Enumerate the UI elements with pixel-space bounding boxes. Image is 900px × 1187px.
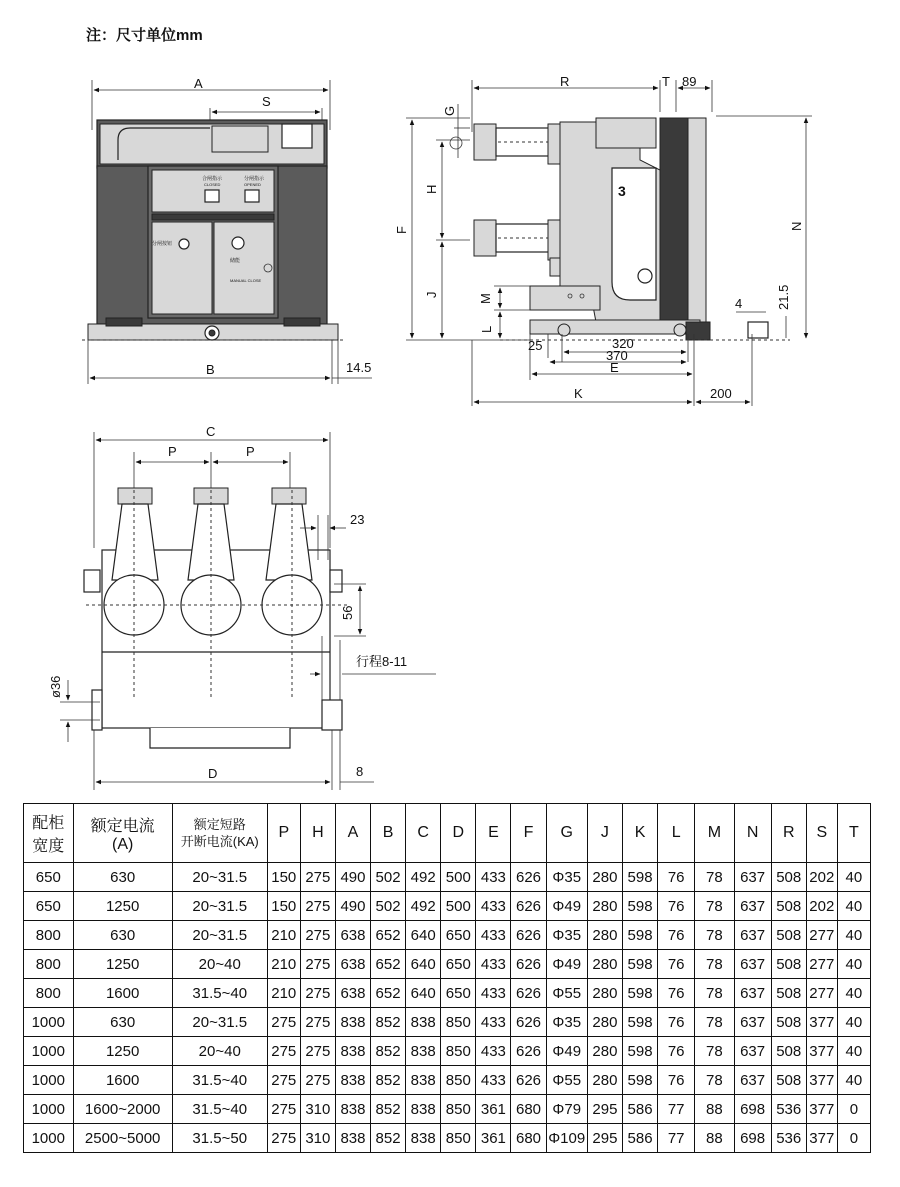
- dim-R-label: R: [560, 74, 570, 89]
- table-cell: 637: [734, 1008, 771, 1037]
- table-cell: 275: [300, 1037, 335, 1066]
- table-cell: 280: [587, 979, 622, 1008]
- dim-M-label: M: [478, 293, 493, 304]
- dim-B-label: B: [206, 362, 215, 377]
- table-cell: 838: [406, 1008, 441, 1037]
- table-cell: 852: [371, 1095, 406, 1124]
- column-header: L: [658, 804, 695, 863]
- table-cell: 275: [300, 863, 335, 892]
- table-cell: 598: [622, 950, 657, 979]
- table-cell: Φ49: [546, 950, 587, 979]
- dim-8-label: 8: [356, 764, 364, 779]
- column-header: E: [476, 804, 511, 863]
- dim-L-label: L: [479, 325, 494, 333]
- dim-G-label: G: [442, 105, 457, 116]
- table-cell: 433: [476, 950, 511, 979]
- table-cell: 295: [587, 1095, 622, 1124]
- svg-text:MANUAL CLOSE: MANUAL CLOSE: [230, 278, 262, 283]
- table-cell: 20~40: [172, 1037, 267, 1066]
- table-cell: 598: [622, 892, 657, 921]
- table-cell: 275: [267, 1124, 300, 1153]
- table-cell: 210: [267, 950, 300, 979]
- table-cell: 1600: [73, 1066, 172, 1095]
- column-header: 配柜 宽度: [24, 804, 74, 863]
- column-header: N: [734, 804, 771, 863]
- table-cell: 638: [335, 979, 370, 1008]
- column-header: 额定电流 (A): [73, 804, 172, 863]
- table-cell: 852: [371, 1008, 406, 1037]
- table-cell: 202: [806, 892, 837, 921]
- table-cell: 838: [406, 1037, 441, 1066]
- table-cell: Φ49: [546, 1037, 587, 1066]
- table-cell: 277: [806, 979, 837, 1008]
- spec-table: [23, 803, 871, 1153]
- dim-D-label: D: [208, 766, 218, 781]
- column-header: H: [300, 804, 335, 863]
- dim-A-label: A: [194, 76, 203, 91]
- table-cell: 377: [806, 1066, 837, 1095]
- front-view: [82, 76, 372, 384]
- table-cell: 698: [734, 1095, 771, 1124]
- table-cell: Φ79: [546, 1095, 587, 1124]
- dim-N-label: N: [789, 221, 804, 231]
- table-cell: 76: [658, 1037, 695, 1066]
- table-cell: 626: [511, 1008, 546, 1037]
- table-cell: 508: [771, 863, 806, 892]
- table-cell: 637: [734, 1066, 771, 1095]
- table-cell: 275: [300, 921, 335, 950]
- dim-P2-label: P: [246, 444, 255, 459]
- table-cell: 1600: [73, 979, 172, 1008]
- table-cell: Φ109: [546, 1124, 587, 1153]
- column-header: J: [587, 804, 622, 863]
- column-header: G: [546, 804, 587, 863]
- table-cell: 275: [300, 892, 335, 921]
- table-cell: 852: [371, 1124, 406, 1153]
- table-row: [24, 1095, 871, 1124]
- table-cell: 626: [511, 863, 546, 892]
- dim-C-label: C: [206, 424, 216, 439]
- table-cell: Φ55: [546, 1066, 587, 1095]
- table-cell: 838: [335, 1008, 370, 1037]
- table-cell: 630: [73, 863, 172, 892]
- table-cell: 40: [837, 950, 870, 979]
- table-cell: 78: [695, 863, 734, 892]
- table-cell: 275: [300, 1066, 335, 1095]
- table-cell: 275: [300, 1008, 335, 1037]
- table-cell: 1250: [73, 892, 172, 921]
- table-row: [24, 921, 871, 950]
- table-cell: Φ49: [546, 892, 587, 921]
- table-cell: 626: [511, 1037, 546, 1066]
- table-cell: 598: [622, 863, 657, 892]
- table-cell: 275: [267, 1037, 300, 1066]
- table-cell: 2500~5000: [73, 1124, 172, 1153]
- table-cell: 433: [476, 1008, 511, 1037]
- table-cell: 1000: [24, 1066, 74, 1095]
- table-cell: Φ35: [546, 921, 587, 950]
- table-cell: 40: [837, 1037, 870, 1066]
- table-cell: 852: [371, 1037, 406, 1066]
- table-cell: 280: [587, 1008, 622, 1037]
- table-cell: 31.5~40: [172, 1095, 267, 1124]
- table-cell: 78: [695, 950, 734, 979]
- table-cell: 638: [335, 921, 370, 950]
- table-cell: 650: [24, 863, 74, 892]
- dim-89-label: 89: [682, 74, 697, 89]
- table-cell: 40: [837, 979, 870, 1008]
- table-cell: 433: [476, 892, 511, 921]
- table-cell: 78: [695, 921, 734, 950]
- table-cell: 850: [441, 1124, 476, 1153]
- table-cell: 637: [734, 1037, 771, 1066]
- table-cell: 626: [511, 1066, 546, 1095]
- table-cell: 295: [587, 1124, 622, 1153]
- table-cell: 850: [441, 1037, 476, 1066]
- column-header: 额定短路 开断电流(KA): [172, 804, 267, 863]
- table-cell: 852: [371, 1066, 406, 1095]
- table-cell: 652: [371, 979, 406, 1008]
- table-cell: 76: [658, 1008, 695, 1037]
- stroke-label: 行程8-11: [356, 654, 408, 669]
- table-cell: 377: [806, 1037, 837, 1066]
- table-cell: 536: [771, 1124, 806, 1153]
- table-cell: 680: [511, 1095, 546, 1124]
- table-cell: 508: [771, 892, 806, 921]
- table-cell: 838: [335, 1066, 370, 1095]
- table-cell: 508: [771, 979, 806, 1008]
- table-cell: 838: [406, 1124, 441, 1153]
- table-cell: 40: [837, 1066, 870, 1095]
- table-cell: 490: [335, 863, 370, 892]
- table-cell: 77: [658, 1095, 695, 1124]
- table-cell: 800: [24, 979, 74, 1008]
- column-header: M: [695, 804, 734, 863]
- table-cell: 76: [658, 863, 695, 892]
- table-cell: 500: [441, 863, 476, 892]
- table-cell: 20~31.5: [172, 921, 267, 950]
- table-cell: 76: [658, 921, 695, 950]
- table-cell: 76: [658, 979, 695, 1008]
- table-cell: 650: [24, 892, 74, 921]
- table-cell: 150: [267, 892, 300, 921]
- table-cell: 637: [734, 979, 771, 1008]
- dim-25-label: 25: [528, 338, 543, 353]
- table-cell: 20~31.5: [172, 863, 267, 892]
- table-row: [24, 1008, 871, 1037]
- table-cell: 626: [511, 921, 546, 950]
- table-cell: 280: [587, 863, 622, 892]
- table-cell: 626: [511, 892, 546, 921]
- table-cell: 31.5~50: [172, 1124, 267, 1153]
- table-cell: 502: [371, 863, 406, 892]
- table-cell: 77: [658, 1124, 695, 1153]
- column-header: T: [837, 804, 870, 863]
- table-cell: 1000: [24, 1095, 74, 1124]
- dim-J-label: J: [424, 291, 439, 298]
- table-cell: 275: [300, 979, 335, 1008]
- table-cell: 598: [622, 1066, 657, 1095]
- table-cell: 40: [837, 921, 870, 950]
- table-cell: 598: [622, 1037, 657, 1066]
- table-cell: 280: [587, 921, 622, 950]
- table-cell: Φ55: [546, 979, 587, 1008]
- table-cell: 500: [441, 892, 476, 921]
- table-cell: 202: [806, 863, 837, 892]
- table-cell: 280: [587, 892, 622, 921]
- table-cell: 586: [622, 1124, 657, 1153]
- table-cell: 650: [441, 950, 476, 979]
- dim-H-label: H: [424, 184, 439, 194]
- dim-dia36-label: ø36: [48, 675, 63, 698]
- table-cell: 78: [695, 1008, 734, 1037]
- table-cell: 508: [771, 921, 806, 950]
- column-header: C: [406, 804, 441, 863]
- dim-S-label: S: [262, 94, 271, 109]
- table-cell: 838: [335, 1124, 370, 1153]
- table-cell: 626: [511, 950, 546, 979]
- table-cell: 650: [441, 979, 476, 1008]
- table-cell: 377: [806, 1124, 837, 1153]
- table-cell: 536: [771, 1095, 806, 1124]
- table-cell: 275: [267, 1066, 300, 1095]
- column-header: F: [511, 804, 546, 863]
- table-cell: 31.5~40: [172, 979, 267, 1008]
- table-cell: 361: [476, 1095, 511, 1124]
- table-cell: 850: [441, 1008, 476, 1037]
- table-cell: 277: [806, 921, 837, 950]
- table-cell: 800: [24, 950, 74, 979]
- svg-text:CLOSED: CLOSED: [204, 182, 221, 187]
- dim-T-label: T: [662, 74, 670, 89]
- table-row: [24, 950, 871, 979]
- table-cell: 640: [406, 979, 441, 1008]
- table-cell: 598: [622, 1008, 657, 1037]
- table-cell: 280: [587, 1037, 622, 1066]
- table-cell: 637: [734, 950, 771, 979]
- lower-contact: [474, 220, 496, 256]
- table-cell: 377: [806, 1095, 837, 1124]
- table-row: [24, 892, 871, 921]
- dim-P1-label: P: [168, 444, 177, 459]
- table-cell: 492: [406, 863, 441, 892]
- table-cell: 20~40: [172, 950, 267, 979]
- column-header: A: [335, 804, 370, 863]
- dim-370-label: 370: [606, 348, 628, 363]
- dim-320-label: 320: [612, 336, 634, 351]
- table-cell: 88: [695, 1124, 734, 1153]
- dim-14-5-label: 14.5: [346, 360, 372, 375]
- table-cell: 637: [734, 921, 771, 950]
- table-cell: 210: [267, 921, 300, 950]
- table-cell: 492: [406, 892, 441, 921]
- table-cell: 650: [441, 921, 476, 950]
- table-cell: 1250: [73, 1037, 172, 1066]
- table-cell: 1000: [24, 1124, 74, 1153]
- table-cell: 637: [734, 863, 771, 892]
- table-cell: 280: [587, 950, 622, 979]
- table-cell: 76: [658, 892, 695, 921]
- table-header-row: [24, 804, 871, 863]
- table-cell: 433: [476, 863, 511, 892]
- table-cell: 638: [335, 950, 370, 979]
- dim-200-label: 200: [710, 386, 732, 401]
- table-cell: Φ35: [546, 863, 587, 892]
- table-cell: 1000: [24, 1008, 74, 1037]
- column-header: B: [371, 804, 406, 863]
- column-header: S: [806, 804, 837, 863]
- table-cell: 508: [771, 950, 806, 979]
- table-cell: 838: [335, 1095, 370, 1124]
- table-row: [24, 1037, 871, 1066]
- dim-56-label: 56: [340, 605, 355, 620]
- table-cell: 680: [511, 1124, 546, 1153]
- table-cell: 150: [267, 863, 300, 892]
- table-cell: 433: [476, 921, 511, 950]
- table-cell: 502: [371, 892, 406, 921]
- table-cell: 78: [695, 1037, 734, 1066]
- table-cell: 800: [24, 921, 74, 950]
- table-cell: 508: [771, 1008, 806, 1037]
- table-cell: 88: [695, 1095, 734, 1124]
- table-cell: 652: [371, 950, 406, 979]
- dim-4-label: 4: [735, 296, 743, 311]
- table-cell: 0: [837, 1124, 870, 1153]
- table-cell: 490: [335, 892, 370, 921]
- upper-contact: [474, 124, 496, 160]
- table-cell: 377: [806, 1008, 837, 1037]
- table-cell: 433: [476, 1037, 511, 1066]
- table-cell: 1600~2000: [73, 1095, 172, 1124]
- table-row: [24, 1066, 871, 1095]
- table-cell: 508: [771, 1066, 806, 1095]
- table-cell: 433: [476, 979, 511, 1008]
- table-cell: 76: [658, 1066, 695, 1095]
- table-cell: 508: [771, 1037, 806, 1066]
- dim-F-label: F: [394, 226, 409, 234]
- table-body: [24, 863, 871, 1153]
- table-cell: 275: [300, 950, 335, 979]
- side-view: [394, 74, 812, 406]
- table-cell: 275: [267, 1008, 300, 1037]
- table-cell: 280: [587, 1066, 622, 1095]
- table-cell: 640: [406, 921, 441, 950]
- table-cell: 275: [267, 1095, 300, 1124]
- table-cell: 310: [300, 1095, 335, 1124]
- table-cell: 637: [734, 892, 771, 921]
- table-cell: 361: [476, 1124, 511, 1153]
- table-cell: 598: [622, 921, 657, 950]
- table-cell: 838: [335, 1037, 370, 1066]
- table-cell: 1000: [24, 1037, 74, 1066]
- table-cell: 40: [837, 863, 870, 892]
- top-view: [48, 424, 436, 790]
- table-cell: 78: [695, 892, 734, 921]
- table-row: [24, 979, 871, 1008]
- svg-text:储能: 储能: [230, 258, 241, 264]
- table-row: [24, 1124, 871, 1153]
- table-row: [24, 863, 871, 892]
- table-cell: 20~31.5: [172, 1008, 267, 1037]
- unit-note: 注：尺寸单位mm: [86, 27, 203, 44]
- table-cell: 626: [511, 979, 546, 1008]
- table-cell: 698: [734, 1124, 771, 1153]
- svg-text:OPENED: OPENED: [244, 182, 261, 187]
- table-cell: 652: [371, 921, 406, 950]
- table-cell: 76: [658, 950, 695, 979]
- dim-21-5-label: 21.5: [776, 284, 791, 310]
- table-cell: 40: [837, 892, 870, 921]
- table-cell: 310: [300, 1124, 335, 1153]
- table-cell: 210: [267, 979, 300, 1008]
- table-cell: 850: [441, 1066, 476, 1095]
- table-cell: 78: [695, 979, 734, 1008]
- svg-text:合闸指示: 合闸指示: [202, 176, 223, 182]
- table-cell: 838: [406, 1066, 441, 1095]
- table-cell: 630: [73, 1008, 172, 1037]
- column-header: D: [441, 804, 476, 863]
- table-cell: 630: [73, 921, 172, 950]
- badge-3: 3: [618, 183, 626, 199]
- table-cell: 586: [622, 1095, 657, 1124]
- table-cell: 40: [837, 1008, 870, 1037]
- dim-K-label: K: [574, 386, 583, 401]
- dim-23-label: 23: [350, 512, 365, 527]
- table-cell: 838: [406, 1095, 441, 1124]
- dim-E-label: E: [610, 360, 619, 375]
- column-header: P: [267, 804, 300, 863]
- table-cell: 78: [695, 1066, 734, 1095]
- svg-text:分闸按钮: 分闸按钮: [152, 241, 173, 247]
- table-cell: 31.5~40: [172, 1066, 267, 1095]
- table-cell: Φ35: [546, 1008, 587, 1037]
- table-cell: 1250: [73, 950, 172, 979]
- column-header: K: [622, 804, 657, 863]
- table-cell: 640: [406, 950, 441, 979]
- table-cell: 433: [476, 1066, 511, 1095]
- table-cell: 0: [837, 1095, 870, 1124]
- column-header: R: [771, 804, 806, 863]
- table-cell: 598: [622, 979, 657, 1008]
- table-cell: 850: [441, 1095, 476, 1124]
- svg-text:分闸指示: 分闸指示: [244, 176, 265, 182]
- table-cell: 277: [806, 950, 837, 979]
- table-cell: 20~31.5: [172, 892, 267, 921]
